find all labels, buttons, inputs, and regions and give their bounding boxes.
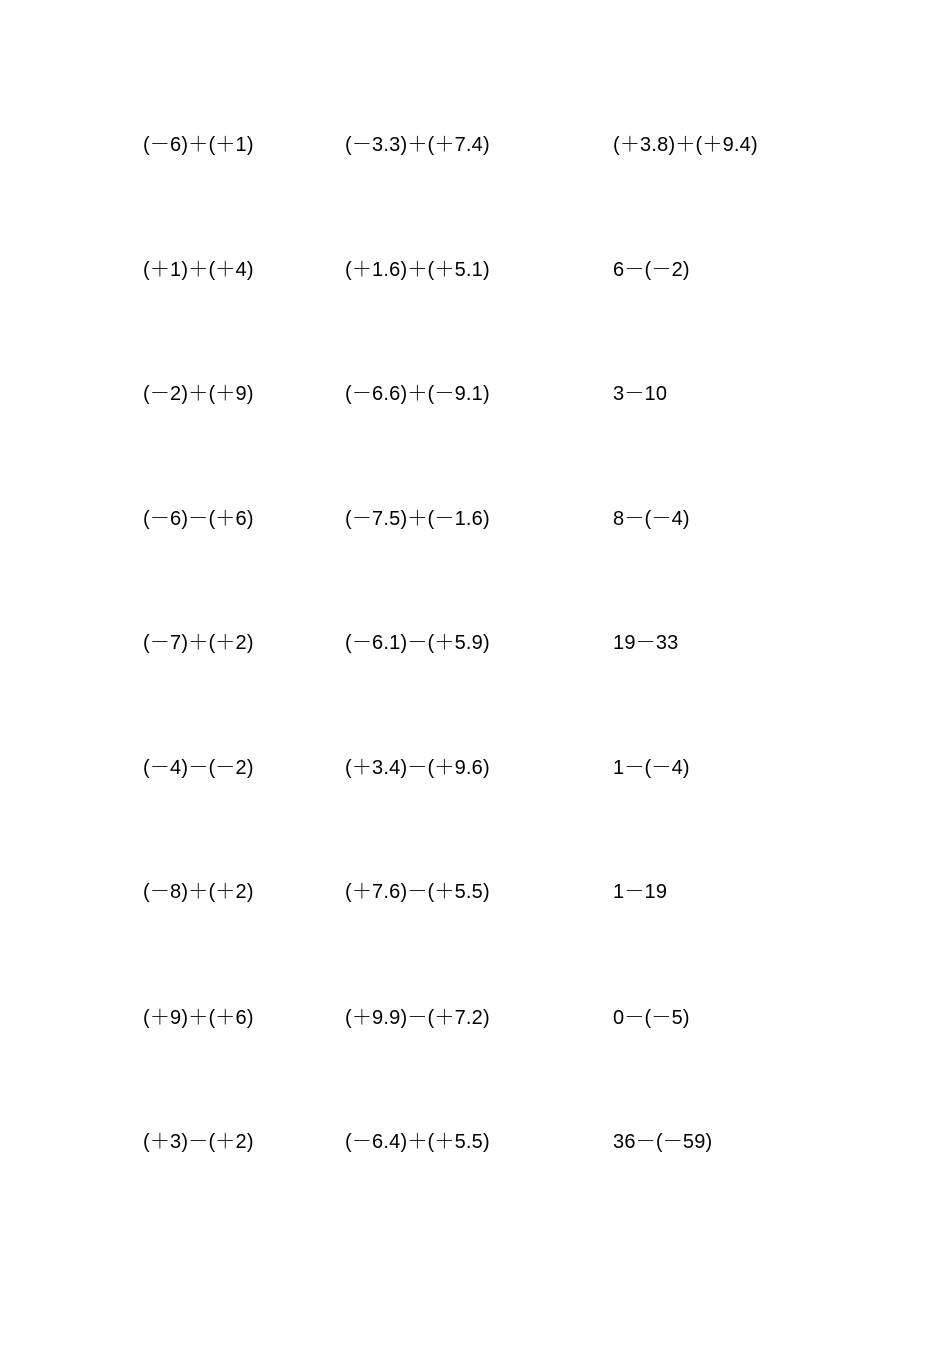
problem: 36－(－59)	[613, 1131, 713, 1153]
problem: (＋9.9)－(＋7.2)	[345, 1007, 490, 1029]
problem: 3－10	[613, 383, 668, 405]
problem: (＋1)＋(＋4)	[143, 259, 254, 281]
problem-row-8	[0, 1003, 950, 1033]
problem: (＋7.6)－(＋5.5)	[345, 881, 490, 903]
problem: 6－(－2)	[613, 259, 690, 281]
problem-row-2	[0, 255, 950, 285]
problem: 1－19	[613, 881, 668, 903]
problem: (－7)＋(＋2)	[143, 632, 254, 654]
problem-row-5	[0, 628, 950, 658]
problem: (－6)＋(＋1)	[143, 134, 254, 156]
problem-row-3	[0, 379, 950, 409]
problem: (＋3)－(＋2)	[143, 1131, 254, 1153]
problem: (－6.1)－(＋5.9)	[345, 632, 490, 654]
problem: (－6)－(＋6)	[143, 508, 254, 530]
problem: (－7.5)＋(－1.6)	[345, 508, 490, 530]
problem-row-4	[0, 504, 950, 534]
problem-row-1	[0, 130, 950, 160]
problem: (－3.3)＋(＋7.4)	[345, 134, 490, 156]
problem: 1－(－4)	[613, 757, 690, 779]
problem: (－4)－(－2)	[143, 757, 254, 779]
problem-row-6	[0, 753, 950, 783]
problem: (－8)＋(＋2)	[143, 881, 254, 903]
problem: 8－(－4)	[613, 508, 690, 530]
problem-row-7	[0, 877, 950, 907]
problem: 0－(－5)	[613, 1007, 690, 1029]
problem: (＋3.8)＋(＋9.4)	[613, 134, 758, 156]
problem: 19－33	[613, 632, 679, 654]
problem: (＋1.6)＋(＋5.1)	[345, 259, 490, 281]
problem: (－6.6)＋(－9.1)	[345, 383, 490, 405]
problem: (＋9)＋(＋6)	[143, 1007, 254, 1029]
problem: (－2)＋(＋9)	[143, 383, 254, 405]
problem-row-9	[0, 1127, 950, 1157]
problem: (＋3.4)－(＋9.6)	[345, 757, 490, 779]
problem: (－6.4)＋(＋5.5)	[345, 1131, 490, 1153]
